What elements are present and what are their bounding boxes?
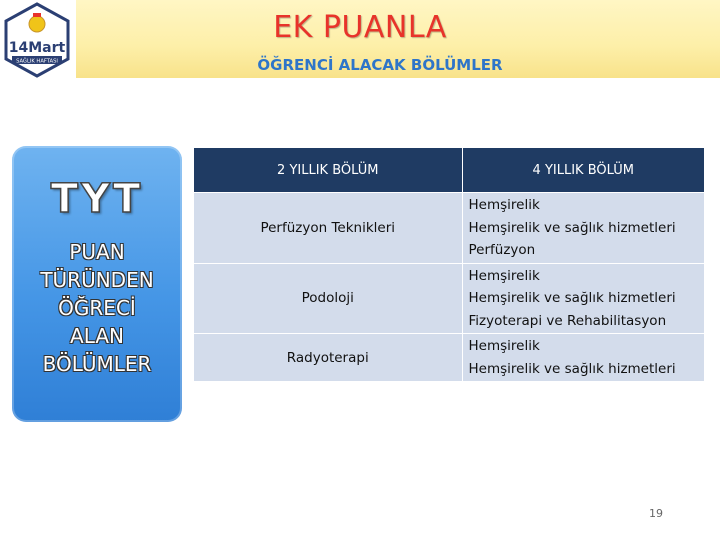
table-row	[194, 193, 704, 264]
four-year-item: Hemşirelik ve sağlık hizmetleri	[468, 360, 676, 377]
tyt-line: TÜRÜNDEN	[40, 268, 154, 292]
tyt-card	[12, 146, 182, 422]
four-year-item: Hemşirelik ve sağlık hizmetleri	[468, 290, 676, 306]
column-header-four-year: 4 YILLIK BÖLÜM	[462, 148, 704, 193]
four-year-item: Perfüzyon	[468, 242, 536, 258]
tyt-line: BÖLÜMLER	[42, 352, 152, 376]
four-year-item: Fizyoterapi ve Rehabilitasyon	[468, 312, 667, 329]
two-year-cell: Perfüzyon Teknikleri	[194, 193, 462, 264]
page-subtitle: ÖĞRENCİ ALACAK BÖLÜMLER	[257, 56, 503, 74]
table-row	[194, 263, 704, 334]
four-year-cell	[462, 193, 704, 264]
table-header-row	[194, 148, 704, 193]
four-year-cell	[462, 263, 704, 334]
two-year-cell: Radyoterapi	[194, 334, 462, 382]
two-year-cell: Podoloji	[194, 263, 462, 334]
four-year-item: Hemşirelik	[468, 197, 540, 213]
tyt-line: ALAN	[70, 324, 124, 348]
tyt-description	[12, 238, 182, 378]
svg-text:SAĞLIK HAFTASI: SAĞLIK HAFTASI	[16, 58, 58, 65]
four-year-cell	[462, 334, 704, 382]
tyt-line: ÖĞRECİ	[58, 296, 136, 320]
table-row	[194, 334, 704, 382]
tyt-line: PUAN	[69, 240, 125, 264]
page-title: EK PUANLA	[273, 10, 447, 45]
column-header-two-year: 2 YILLIK BÖLÜM	[194, 148, 462, 193]
departments-table	[194, 148, 704, 381]
four-year-item: Hemşirelik	[468, 338, 540, 354]
tyt-heading: TYT	[50, 176, 144, 222]
four-year-item: Hemşirelik ve sağlık hizmetleri	[468, 219, 676, 236]
page-number: 19	[649, 507, 663, 520]
four-year-item: Hemşirelik	[468, 267, 540, 284]
svg-text:14Mart: 14Mart	[8, 40, 66, 56]
